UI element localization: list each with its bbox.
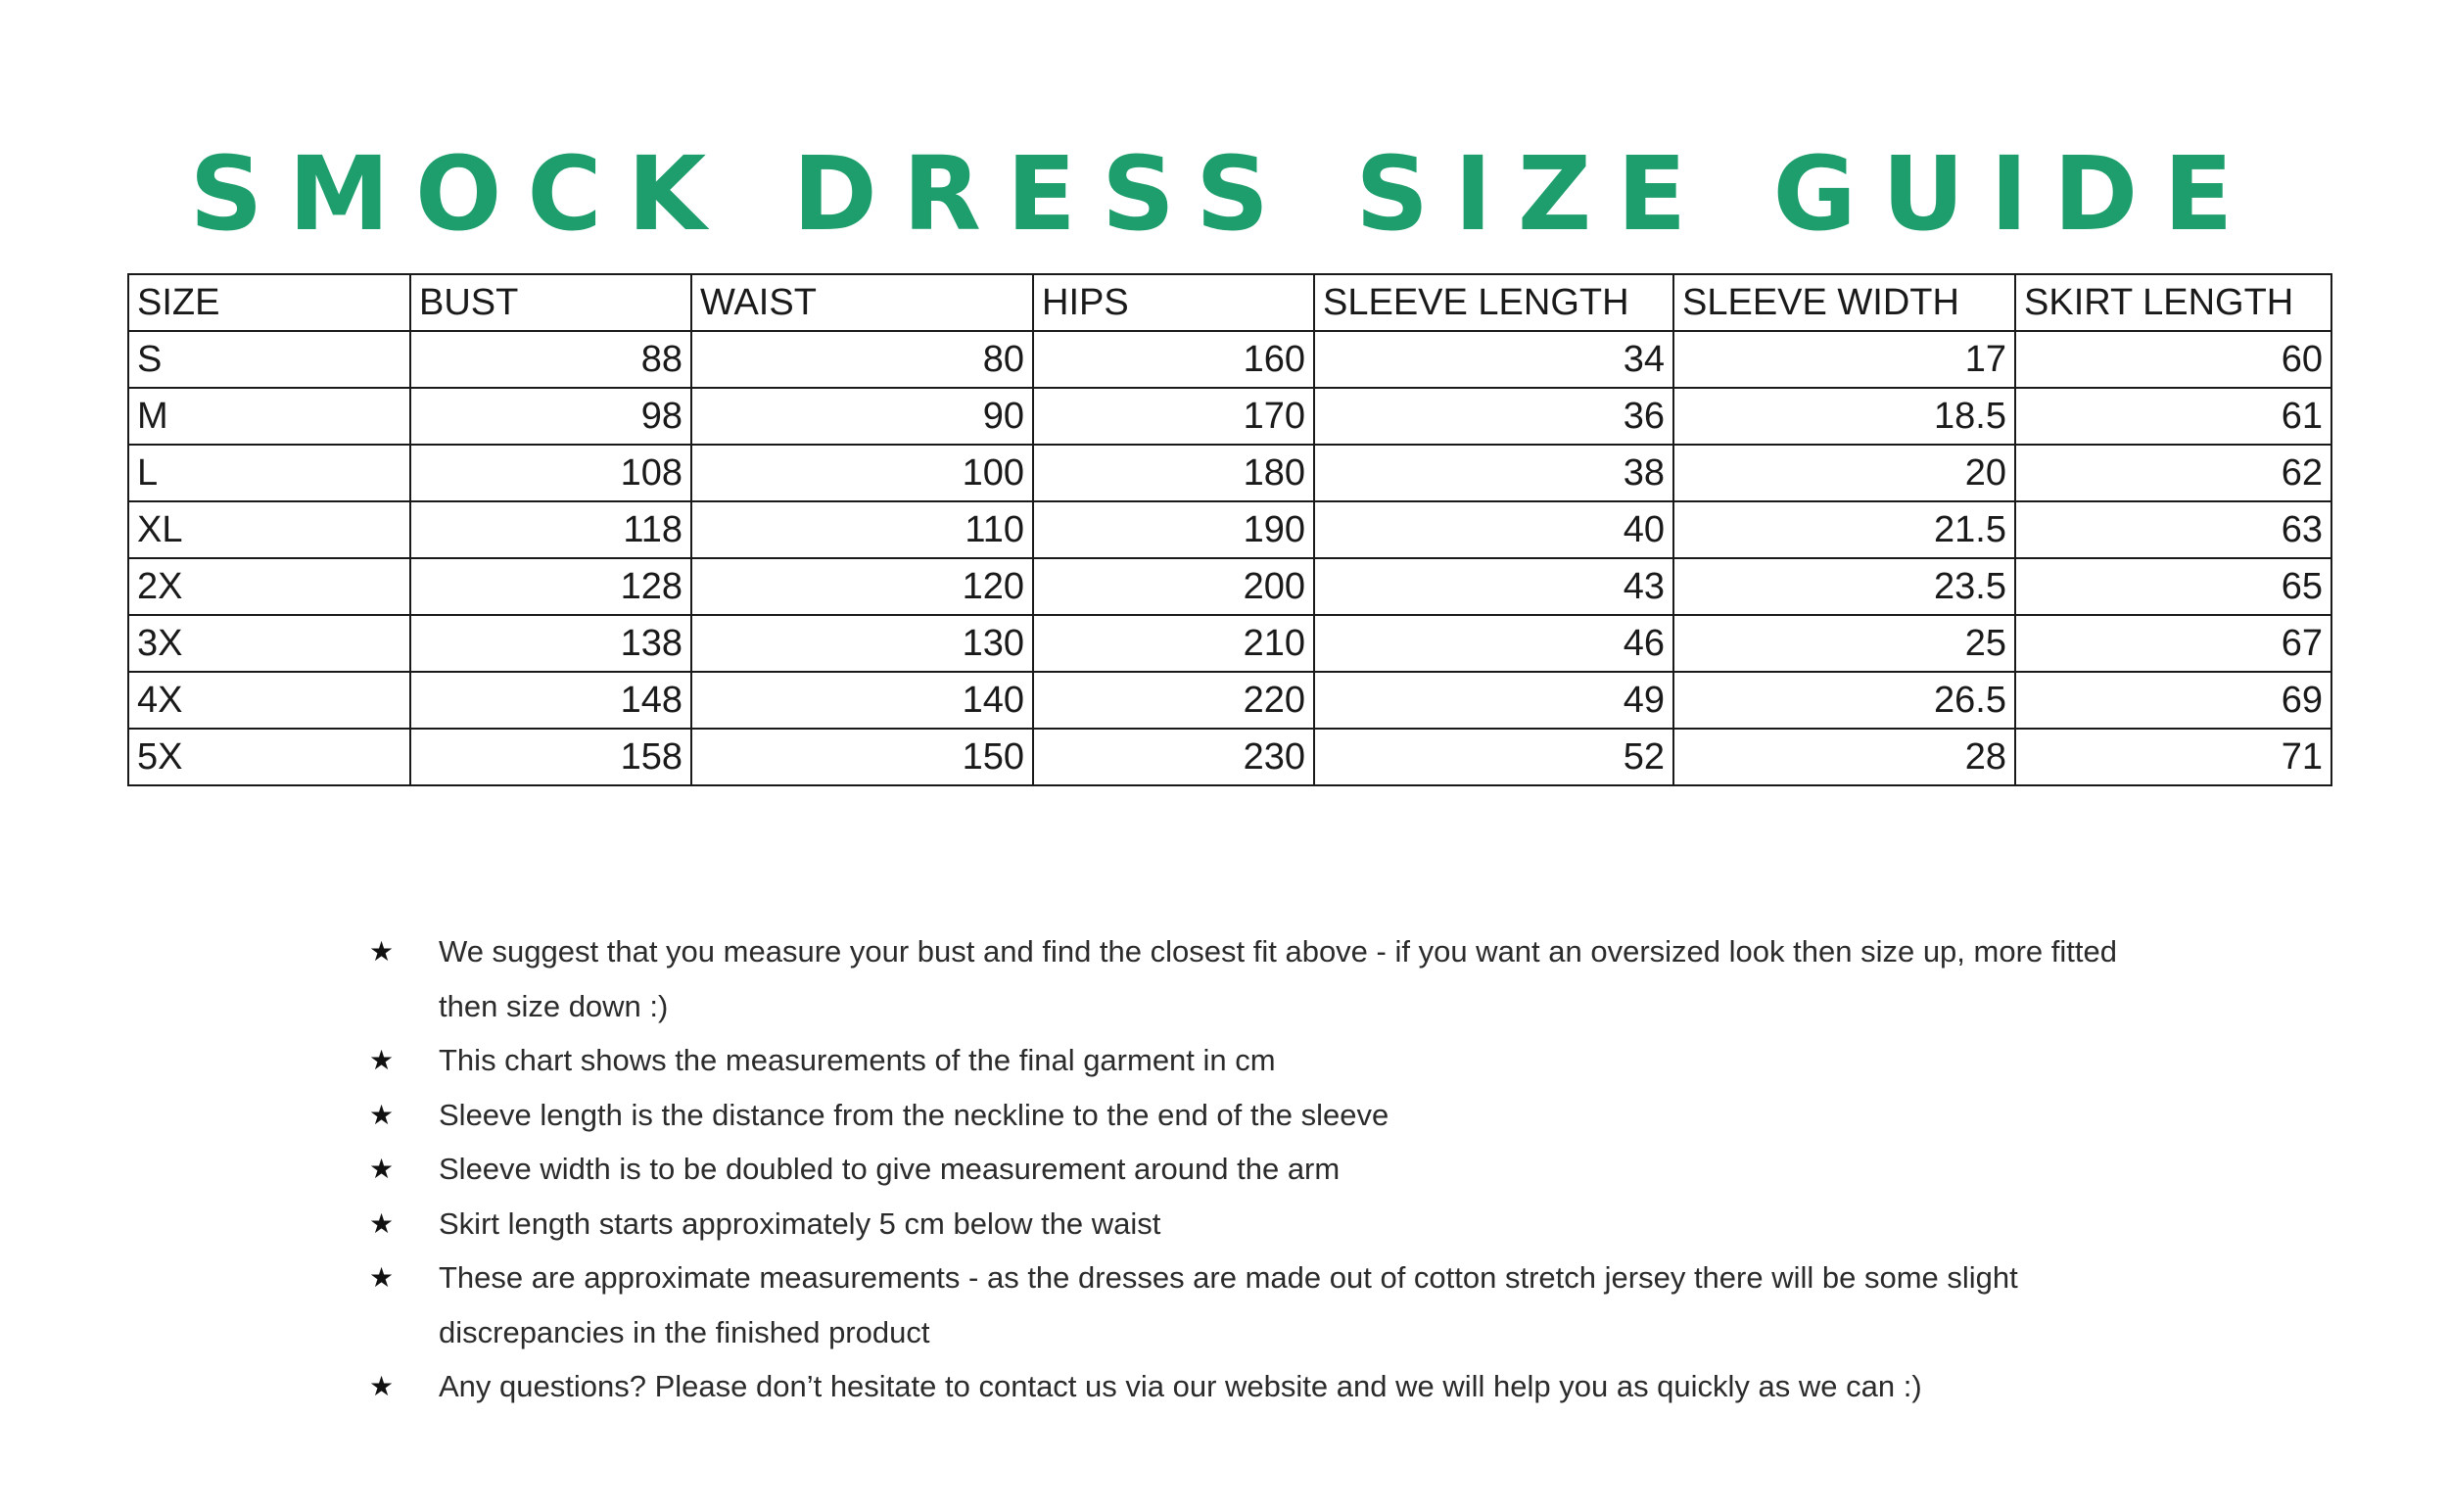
star-bullet-icon: ★ [369,1207,395,1239]
note-text: Sleeve width is to be doubled to give measurement around the arm [439,1152,1341,1186]
note-item [362,1088,2164,1143]
star-bullet-icon: ★ [369,1262,395,1293]
measurement-cell: 120 [691,558,1033,615]
measurement-cell: 49 [1314,672,1673,729]
table-row [128,558,2331,615]
table-row [128,672,2331,729]
measurement-cell: 110 [691,501,1033,558]
header-size: SIZE [128,274,410,331]
header-sleeve-width: SLEEVE WIDTH [1673,274,2015,331]
header-hips: HIPS [1033,274,1314,331]
measurement-cell: 108 [410,445,691,501]
table-body [128,331,2331,785]
measurement-cell: 18.5 [1673,388,2015,445]
table-row [128,445,2331,501]
note-item [362,1359,2164,1414]
note-item [362,924,2164,1033]
note-item [362,1033,2164,1088]
measurement-cell: 138 [410,615,691,672]
measurement-cell: 98 [410,388,691,445]
size-label-cell: M [128,388,410,445]
star-bullet-icon: ★ [369,1045,395,1075]
measurement-cell: 63 [2015,501,2331,558]
measurement-cell: 52 [1314,729,1673,785]
header-waist: WAIST [691,274,1033,331]
note-text: This chart shows the measurements of the final garment in cm [439,1043,1276,1077]
measurement-cell: 46 [1314,615,1673,672]
size-label-cell: S [128,331,410,388]
table-row [128,729,2331,785]
measurement-cell: 61 [2015,388,2331,445]
measurement-cell: 118 [410,501,691,558]
table-row [128,501,2331,558]
measurement-cell: 23.5 [1673,558,2015,615]
note-item [362,1197,2164,1252]
size-label-cell: XL [128,501,410,558]
header-sleeve-length: SLEEVE LENGTH [1314,274,1673,331]
measurement-cell: 160 [1033,331,1314,388]
measurement-cell: 230 [1033,729,1314,785]
measurement-cell: 158 [410,729,691,785]
measurement-cell: 69 [2015,672,2331,729]
measurement-cell: 130 [691,615,1033,672]
measurement-cell: 148 [410,672,691,729]
measurement-cell: 20 [1673,445,2015,501]
note-text: We suggest that you measure your bust and find the closest fit above - if you want an oversized look then size up, more fitted then size down :) [439,934,2117,1023]
header-skirt-length: SKIRT LENGTH [2015,274,2331,331]
measurement-cell: 88 [410,331,691,388]
note-text: Skirt length starts approximately 5 cm below the waist [439,1205,1161,1241]
header-bust: BUST [410,274,691,331]
measurement-cell: 40 [1314,501,1673,558]
measurement-cell: 34 [1314,331,1673,388]
table-row [128,331,2331,388]
size-label-cell: 4X [128,672,410,729]
measurement-cell: 67 [2015,615,2331,672]
star-bullet-icon: ★ [369,1099,395,1130]
size-label-cell: 5X [128,729,410,785]
size-guide-table [127,273,2332,786]
size-label-cell: 2X [128,558,410,615]
measurement-cell: 90 [691,388,1033,445]
measurement-cell: 26.5 [1673,672,2015,729]
table-header-row [128,274,2331,331]
note-text: These are approximate measurements - as the dresses are made out of cotton stretch jersey there will be some slight discrepancies in the finished product [439,1260,2018,1349]
size-label-cell: L [128,445,410,501]
measurement-cell: 28 [1673,729,2015,785]
measurement-cell: 220 [1033,672,1314,729]
measurement-cell: 100 [691,445,1033,501]
notes-list [362,924,2164,1414]
table-row [128,615,2331,672]
measurement-cell: 21.5 [1673,501,2015,558]
measurement-cell: 17 [1673,331,2015,388]
measurement-cell: 36 [1314,388,1673,445]
star-bullet-icon: ★ [369,936,395,967]
measurement-cell: 140 [691,672,1033,729]
measurement-cell: 80 [691,331,1033,388]
star-bullet-icon: ★ [369,1154,395,1184]
measurement-cell: 128 [410,558,691,615]
note-item [362,1251,2164,1359]
measurement-cell: 62 [2015,445,2331,501]
note-text: Sleeve length is the distance from the neckline to the end of the sleeve [439,1097,1389,1132]
measurement-cell: 200 [1033,558,1314,615]
measurement-cell: 25 [1673,615,2015,672]
table-row [128,388,2331,445]
star-bullet-icon: ★ [369,1371,395,1401]
note-text: Any questions? Please don’t hesitate to contact us via our website and we will help you as quickly as we can :) [439,1369,1922,1403]
note-item [362,1142,2164,1197]
measurement-cell: 190 [1033,501,1314,558]
measurement-cell: 43 [1314,558,1673,615]
measurement-cell: 180 [1033,445,1314,501]
measurement-cell: 60 [2015,331,2331,388]
measurement-cell: 210 [1033,615,1314,672]
measurement-cell: 150 [691,729,1033,785]
page-title: SMOCK DRESS SIZE GUIDE [189,133,2259,254]
measurement-cell: 170 [1033,388,1314,445]
measurement-cell: 71 [2015,729,2331,785]
measurement-cell: 65 [2015,558,2331,615]
measurement-cell: 38 [1314,445,1673,501]
size-label-cell: 3X [128,615,410,672]
